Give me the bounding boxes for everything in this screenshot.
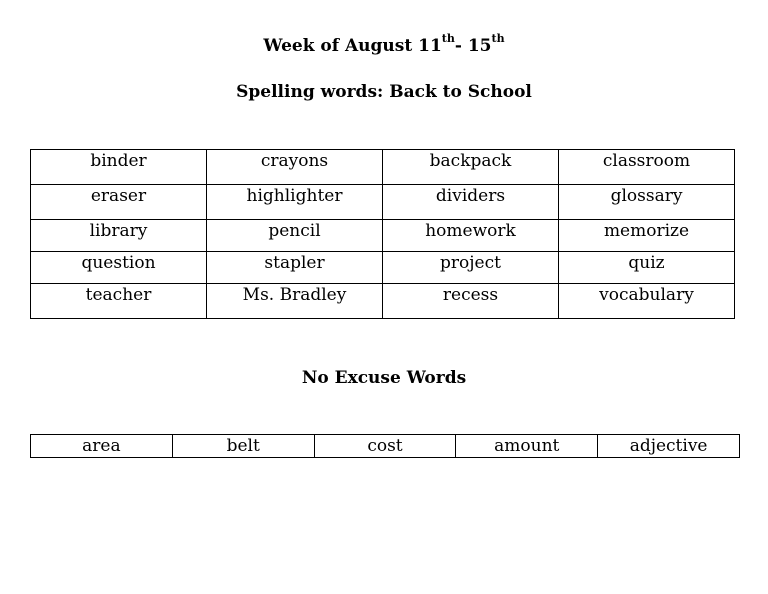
- word-cell: highlighter: [207, 185, 383, 220]
- word-cell: quiz: [559, 252, 735, 284]
- spelling-subtitle: Spelling words: Back to School: [236, 82, 532, 102]
- word-cell: project: [383, 252, 559, 284]
- table-row: [31, 435, 740, 458]
- word-cell: cost: [314, 435, 456, 458]
- word-cell: teacher: [31, 284, 207, 319]
- table-row: [31, 185, 735, 220]
- word-cell: area: [31, 435, 173, 458]
- spelling-words-table: [30, 149, 735, 319]
- title-superscript-end: th: [491, 32, 505, 46]
- table-row: [31, 284, 735, 319]
- word-cell: classroom: [559, 150, 735, 185]
- word-cell: eraser: [31, 185, 207, 220]
- word-cell: memorize: [559, 220, 735, 252]
- no-excuse-heading: No Excuse Words: [301, 368, 467, 388]
- table-row: [31, 252, 735, 284]
- word-cell: belt: [172, 435, 314, 458]
- no-excuse-words-table: [30, 434, 740, 458]
- table-row: [31, 150, 735, 185]
- title-superscript-start: th: [441, 32, 455, 46]
- word-cell: stapler: [207, 252, 383, 284]
- word-cell: adjective: [598, 435, 740, 458]
- page-title: [0, 32, 768, 56]
- table-row: [31, 220, 735, 252]
- word-cell: glossary: [559, 185, 735, 220]
- word-cell: backpack: [383, 150, 559, 185]
- word-cell: recess: [383, 284, 559, 319]
- word-cell: vocabulary: [559, 284, 735, 319]
- word-cell: crayons: [207, 150, 383, 185]
- word-cell: library: [31, 220, 207, 252]
- word-cell: homework: [383, 220, 559, 252]
- word-cell: dividers: [383, 185, 559, 220]
- word-cell: question: [31, 252, 207, 284]
- title-middle: - 15: [454, 36, 492, 56]
- title-prefix: Week of August 11: [263, 36, 442, 56]
- word-cell: amount: [456, 435, 598, 458]
- word-cell: binder: [31, 150, 207, 185]
- word-cell: Ms. Bradley: [207, 284, 383, 319]
- word-cell: pencil: [207, 220, 383, 252]
